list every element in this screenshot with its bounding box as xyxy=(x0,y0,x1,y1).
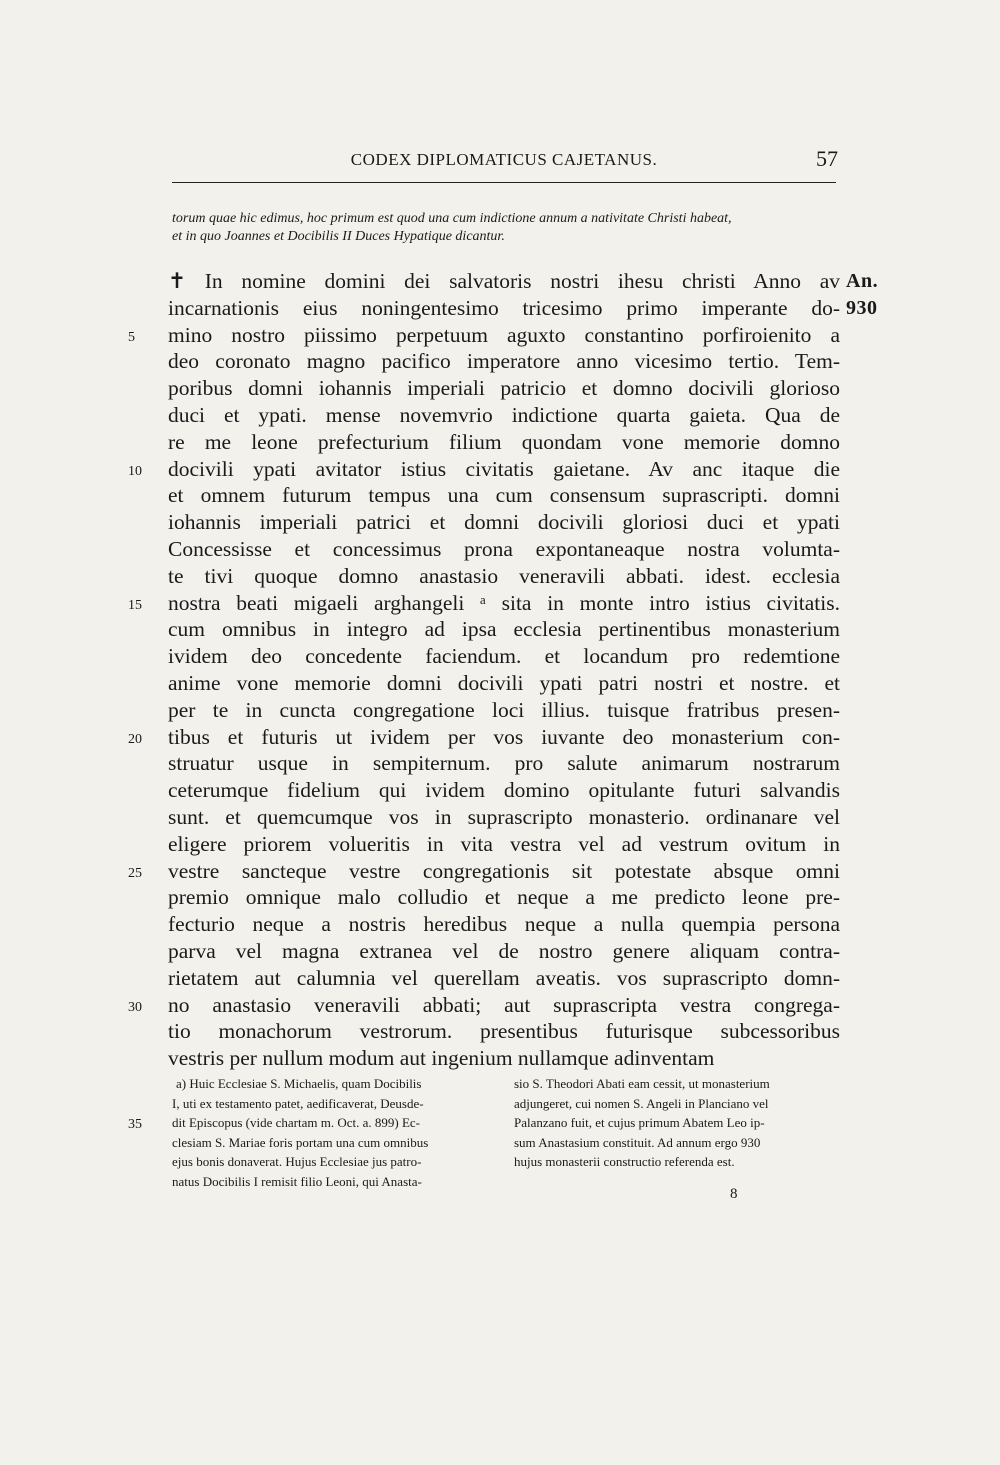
text-line: docivili ypati avitator istius civitatis gaietane. Av anc itaque die xyxy=(168,456,840,481)
footnote-line: Palanzano fuit, et cujus primum Abatem Leo ip- xyxy=(514,1115,765,1130)
text-line: deo coronato magno pacifico imperatore anno vicesimo tertio. Tem- xyxy=(168,349,840,374)
intro-note xyxy=(172,210,840,246)
text-line: anime vone memorie domni docivili ypati patri nostri et nostre. et xyxy=(168,670,840,695)
intro-note-line: et in quo Joannes et Docibilis II Duces Hypatique dicantur. xyxy=(172,229,505,244)
text-line: sunt. et quemcumque vos in suprascripto monasterio. ordinanare vel xyxy=(168,804,840,829)
footnote-line: I, uti ex testamento patet, aedificaverat, Deusde- xyxy=(172,1095,424,1111)
running-title: CODEX DIPLOMATICUS CAJETANUS. xyxy=(350,150,658,169)
footnote-line: ejus bonis donaverat. Hujus Ecclesiae jus patro- xyxy=(172,1154,422,1169)
text-line: ceterumque fidelium qui ividem domino opitulante futuri salvandis xyxy=(168,778,840,803)
text-line: et omnem futurum tempus una cum consensum suprascripti. domni xyxy=(168,483,840,508)
text-line: incarnationis eius noningentesimo tricesimo primo imperante do- xyxy=(168,295,840,320)
footnote-line: sio S. Theodori Abati eam cessit, ut monasterium xyxy=(514,1076,770,1091)
text-line: premio omnique malo colludio et neque a me predicto leone pre- xyxy=(168,885,840,910)
footnote-line: hujus monasterii constructio referenda est. xyxy=(514,1154,735,1169)
text-line: per te in cuncta congregatione loci illius. tuisque fratribus presen- xyxy=(168,697,840,722)
text-line: vestre sancteque vestre congregationis sit potestate absque omni xyxy=(168,858,840,883)
charter-text xyxy=(168,268,840,1072)
footnote-line-number: 35 xyxy=(128,1117,142,1132)
text-line: struatur usque in sempiternum. pro salute animarum nostrarum xyxy=(168,751,840,776)
text-line: eligere priorem volueritis in vita vestra vel ad vestrum ovitum in xyxy=(168,831,840,856)
intro-note-line: torum quae hic edimus, hoc primum est quod una cum indictione annum a nativitate Christi habeat, xyxy=(172,211,732,226)
signature-mark: 8 xyxy=(730,1186,738,1202)
footnote-line: dit Episcopus (vide chartam m. Oct. a. 899) Ec- xyxy=(172,1115,421,1130)
text-line: te tivi quoque domno anastasio veneravili abbati. idest. ecclesia xyxy=(168,563,840,588)
footnote-line: sum Anastasium constituit. Ad annum ergo 930 xyxy=(514,1134,761,1150)
text-line: tibus et futuris ut ividem per vos iuvante deo monasterium con- xyxy=(168,724,840,749)
text-line: re me leone prefecturium filium quondam vone memorie domno xyxy=(168,429,840,454)
text-line: iohannis imperiali patrici et domni docivili gloriosi duci et ypati xyxy=(168,510,840,535)
line-number: 10 xyxy=(128,463,142,479)
text-line: rietatem aut calumnia vel querellam aveatis. vos suprascripto domn- xyxy=(168,965,840,990)
text-line: no anastasio veneravili abbati; aut suprascripta vestra congrega- xyxy=(168,992,840,1017)
text-line: vestris per nullum modum aut ingenium nullamque adinventam xyxy=(168,1046,715,1071)
margin-anno: An. xyxy=(846,270,879,292)
text-line: Concessisse et concessimus prona expontaneaque nostra volumta- xyxy=(168,536,840,561)
footnote-line: a) Huic Ecclesiae S. Michaelis, quam Docibilis xyxy=(176,1076,422,1091)
text-line: tio monachorum vestrorum. presentibus futurisque subcessoribus xyxy=(168,1019,840,1044)
text-line: nostra beati migaeli arghangeli ᵃ sita in monte intro istius civitatis. xyxy=(168,590,840,615)
line-number: 30 xyxy=(128,999,142,1015)
text-line: ✝ In nomine domini dei salvatoris nostri ihesu christi Anno av xyxy=(168,269,840,293)
line-number: 5 xyxy=(128,329,135,345)
header-rule xyxy=(172,182,836,183)
line-number: 20 xyxy=(128,731,142,747)
margin-year: 930 xyxy=(846,297,878,319)
text-line: poribus domni iohannis imperiali patricio et domno docivili glorioso xyxy=(168,376,840,401)
footnote-line: clesiam S. Mariae foris portam una cum omnibus xyxy=(172,1134,429,1150)
running-head xyxy=(170,148,838,172)
text-line: cum omnibus in integro ad ipsa ecclesia pertinentibus monasterium xyxy=(168,617,840,642)
line-number: 15 xyxy=(128,597,142,613)
footnote-column-right xyxy=(514,1074,832,1172)
text-line: ividem deo concedente faciendum. et locandum pro redemtione xyxy=(168,644,840,669)
line-number: 25 xyxy=(128,865,142,881)
text-line: fecturio neque a nostris heredibus neque a nulla quempia persona xyxy=(168,912,840,937)
footnote-column-left xyxy=(172,1074,490,1191)
text-line: mino nostro piissimo perpetuum aguxto constantino porfiroienito a xyxy=(168,322,840,347)
footnote-line: natus Docibilis I remisit filio Leoni, qui Anasta- xyxy=(172,1173,422,1189)
text-line: parva vel magna extranea vel de nostro genere aliquam contra- xyxy=(168,938,840,963)
footnote-line: adjungeret, cui nomen S. Angeli in Planciano vel xyxy=(514,1095,769,1111)
page-number: 57 xyxy=(816,146,838,171)
text-line: duci et ypati. mense novemvrio indictione quarta gaieta. Qua de xyxy=(168,402,840,427)
